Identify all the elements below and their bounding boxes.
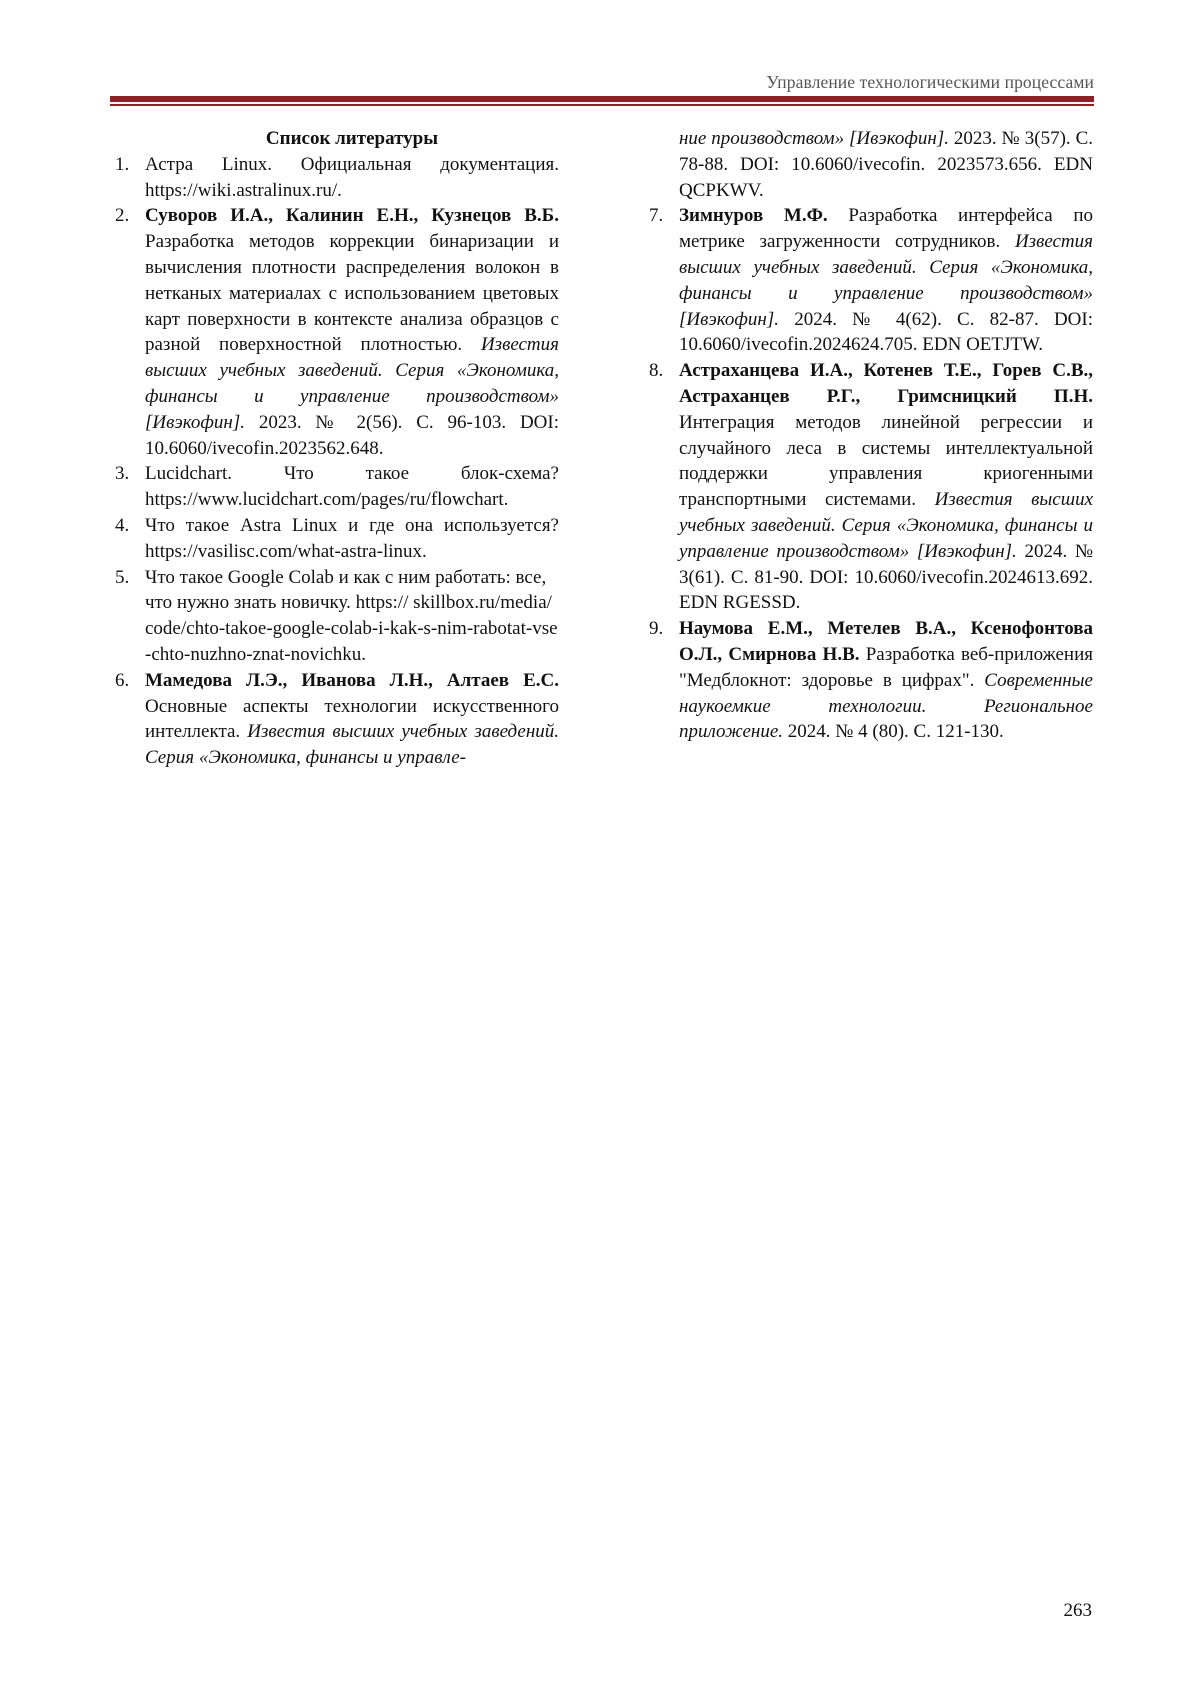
reference-number: 9.	[649, 618, 664, 640]
references-column-left	[111, 126, 559, 771]
reference-number: 4.	[115, 514, 130, 536]
reference-title: Разработка методов коррекции бинаризации и вычисления плотности распределения волокон в нетканых материалах с использованием цветовых карт поверхности в контексте анализа образцов с разной поверхностной плотностью.	[145, 231, 559, 356]
reference-number: 3.	[115, 463, 130, 485]
reference-title: Разработка веб-приложения "Медблокнот: здоровье в цифрах".	[679, 643, 1093, 691]
reference-number: 1.	[115, 153, 130, 175]
reference-item	[645, 616, 1093, 745]
reference-number: 5.	[115, 566, 130, 588]
reference-details: 2023. № 2(56). С. 96-103. DOI: 10.6060/ivecofin.2023562.648.	[145, 411, 559, 459]
reference-number: 2.	[115, 205, 130, 227]
header-rule-thin	[110, 104, 1094, 106]
reference-journal: Известия высших учебных заведений. Серия «Экономика, финансы и управление производством» [Ивэкофин].	[679, 489, 1094, 562]
reference-title: Разработка интерфейса по метрике загруженности сотрудников.	[679, 205, 1093, 253]
reference-item	[111, 565, 559, 668]
reference-journal: Известия высших учебных заведений. Серия «Экономика, финансы и управле-	[145, 721, 559, 769]
reference-details: 2023. № 3(57). С. 78-88. DOI: 10.6060/ivecofin. 2023573.656. EDN QCPKWV.	[679, 128, 1093, 201]
header-rule-thick	[110, 96, 1094, 102]
reference-authors: Наумова Е.М., Метелев В.А., Ксенофонтова О.Л., Смирнова Н.В.	[679, 618, 1093, 665]
reference-item	[111, 461, 559, 513]
reference-item	[111, 668, 559, 771]
reference-journal: Известия высших учебных заведений. Серия «Экономика, финансы и управление производством» [Ивэкофин].	[679, 231, 1093, 330]
reference-details: 2024. № 3(61). С. 81-90. DOI: 10.6060/ivecofin.2024613.692. EDN RGESSD.	[679, 540, 1093, 614]
reference-item	[111, 152, 559, 204]
reference-title: Интеграция методов линейной регрессии и случайного леса в системы интеллектуальной поддержки управления криогенными транспортными системами.	[679, 411, 1093, 511]
reference-item	[645, 203, 1093, 358]
reference-number: 6.	[115, 669, 130, 691]
reference-text: Астра Linux. Официальная документация. https://wiki.astralinux.ru/.	[145, 153, 559, 201]
reference-item	[111, 203, 559, 461]
page-number: 263	[1063, 1600, 1092, 1621]
reference-journal: Известия высших учебных заведений. Серия «Экономика, финансы и управление производством» [Ивэкофин].	[145, 334, 559, 433]
reference-number: 7.	[649, 205, 664, 227]
reference-title: Основные аспекты технологии искусственного интеллекта.	[145, 695, 559, 743]
reference-text: Что такое Google Colab и как с ним работать: все, что нужно знать новичку. https:// skillbox.ru/media/code/chto-takoe-google-colab-i-kak-s-nim-rabotat-vse-chto-nuzhno-znat-novichku.	[145, 566, 558, 665]
reference-text: Что такое Astra Linux и где она используется? https://vasilisc.com/what-astra-linux.	[145, 514, 559, 562]
reference-journal: ние производством» [Ивэкофин].	[679, 128, 949, 149]
reference-authors: Суворов И.А., Калинин Е.Н., Кузнецов В.Б.	[145, 205, 559, 227]
reference-item	[111, 513, 559, 565]
reference-text: Lucidchart. Что такое блок-схема? https://www.lucidchart.com/pages/ru/flowchart.	[145, 463, 559, 511]
references-heading: Список литературы	[265, 128, 439, 149]
reference-journal: Современные наукоемкие технологии. Региональное приложение.	[679, 669, 1093, 743]
reference-continuation	[645, 126, 1093, 203]
reference-authors: Зимнуров М.Ф.	[679, 205, 828, 227]
reference-details: 2024. № 4(62). С. 82-87. DOI: 10.6060/ivecofin.2024624.705. EDN OETJTW.	[679, 308, 1094, 356]
reference-number: 8.	[649, 360, 664, 382]
reference-authors: Астраханцева И.А., Котенев Т.Е., Горев С.В., Астраханцев Р.Г., Гримсницкий П.Н.	[679, 360, 1093, 407]
running-title: Управление технологическими процессами	[766, 72, 1094, 92]
references-column-right	[645, 126, 1093, 745]
reference-item	[645, 358, 1093, 616]
reference-details: 2024. № 4 (80). С. 121-130.	[787, 721, 1004, 743]
reference-authors: Мамедова Л.Э., Иванова Л.Н., Алтаев Е.С.	[145, 669, 559, 691]
